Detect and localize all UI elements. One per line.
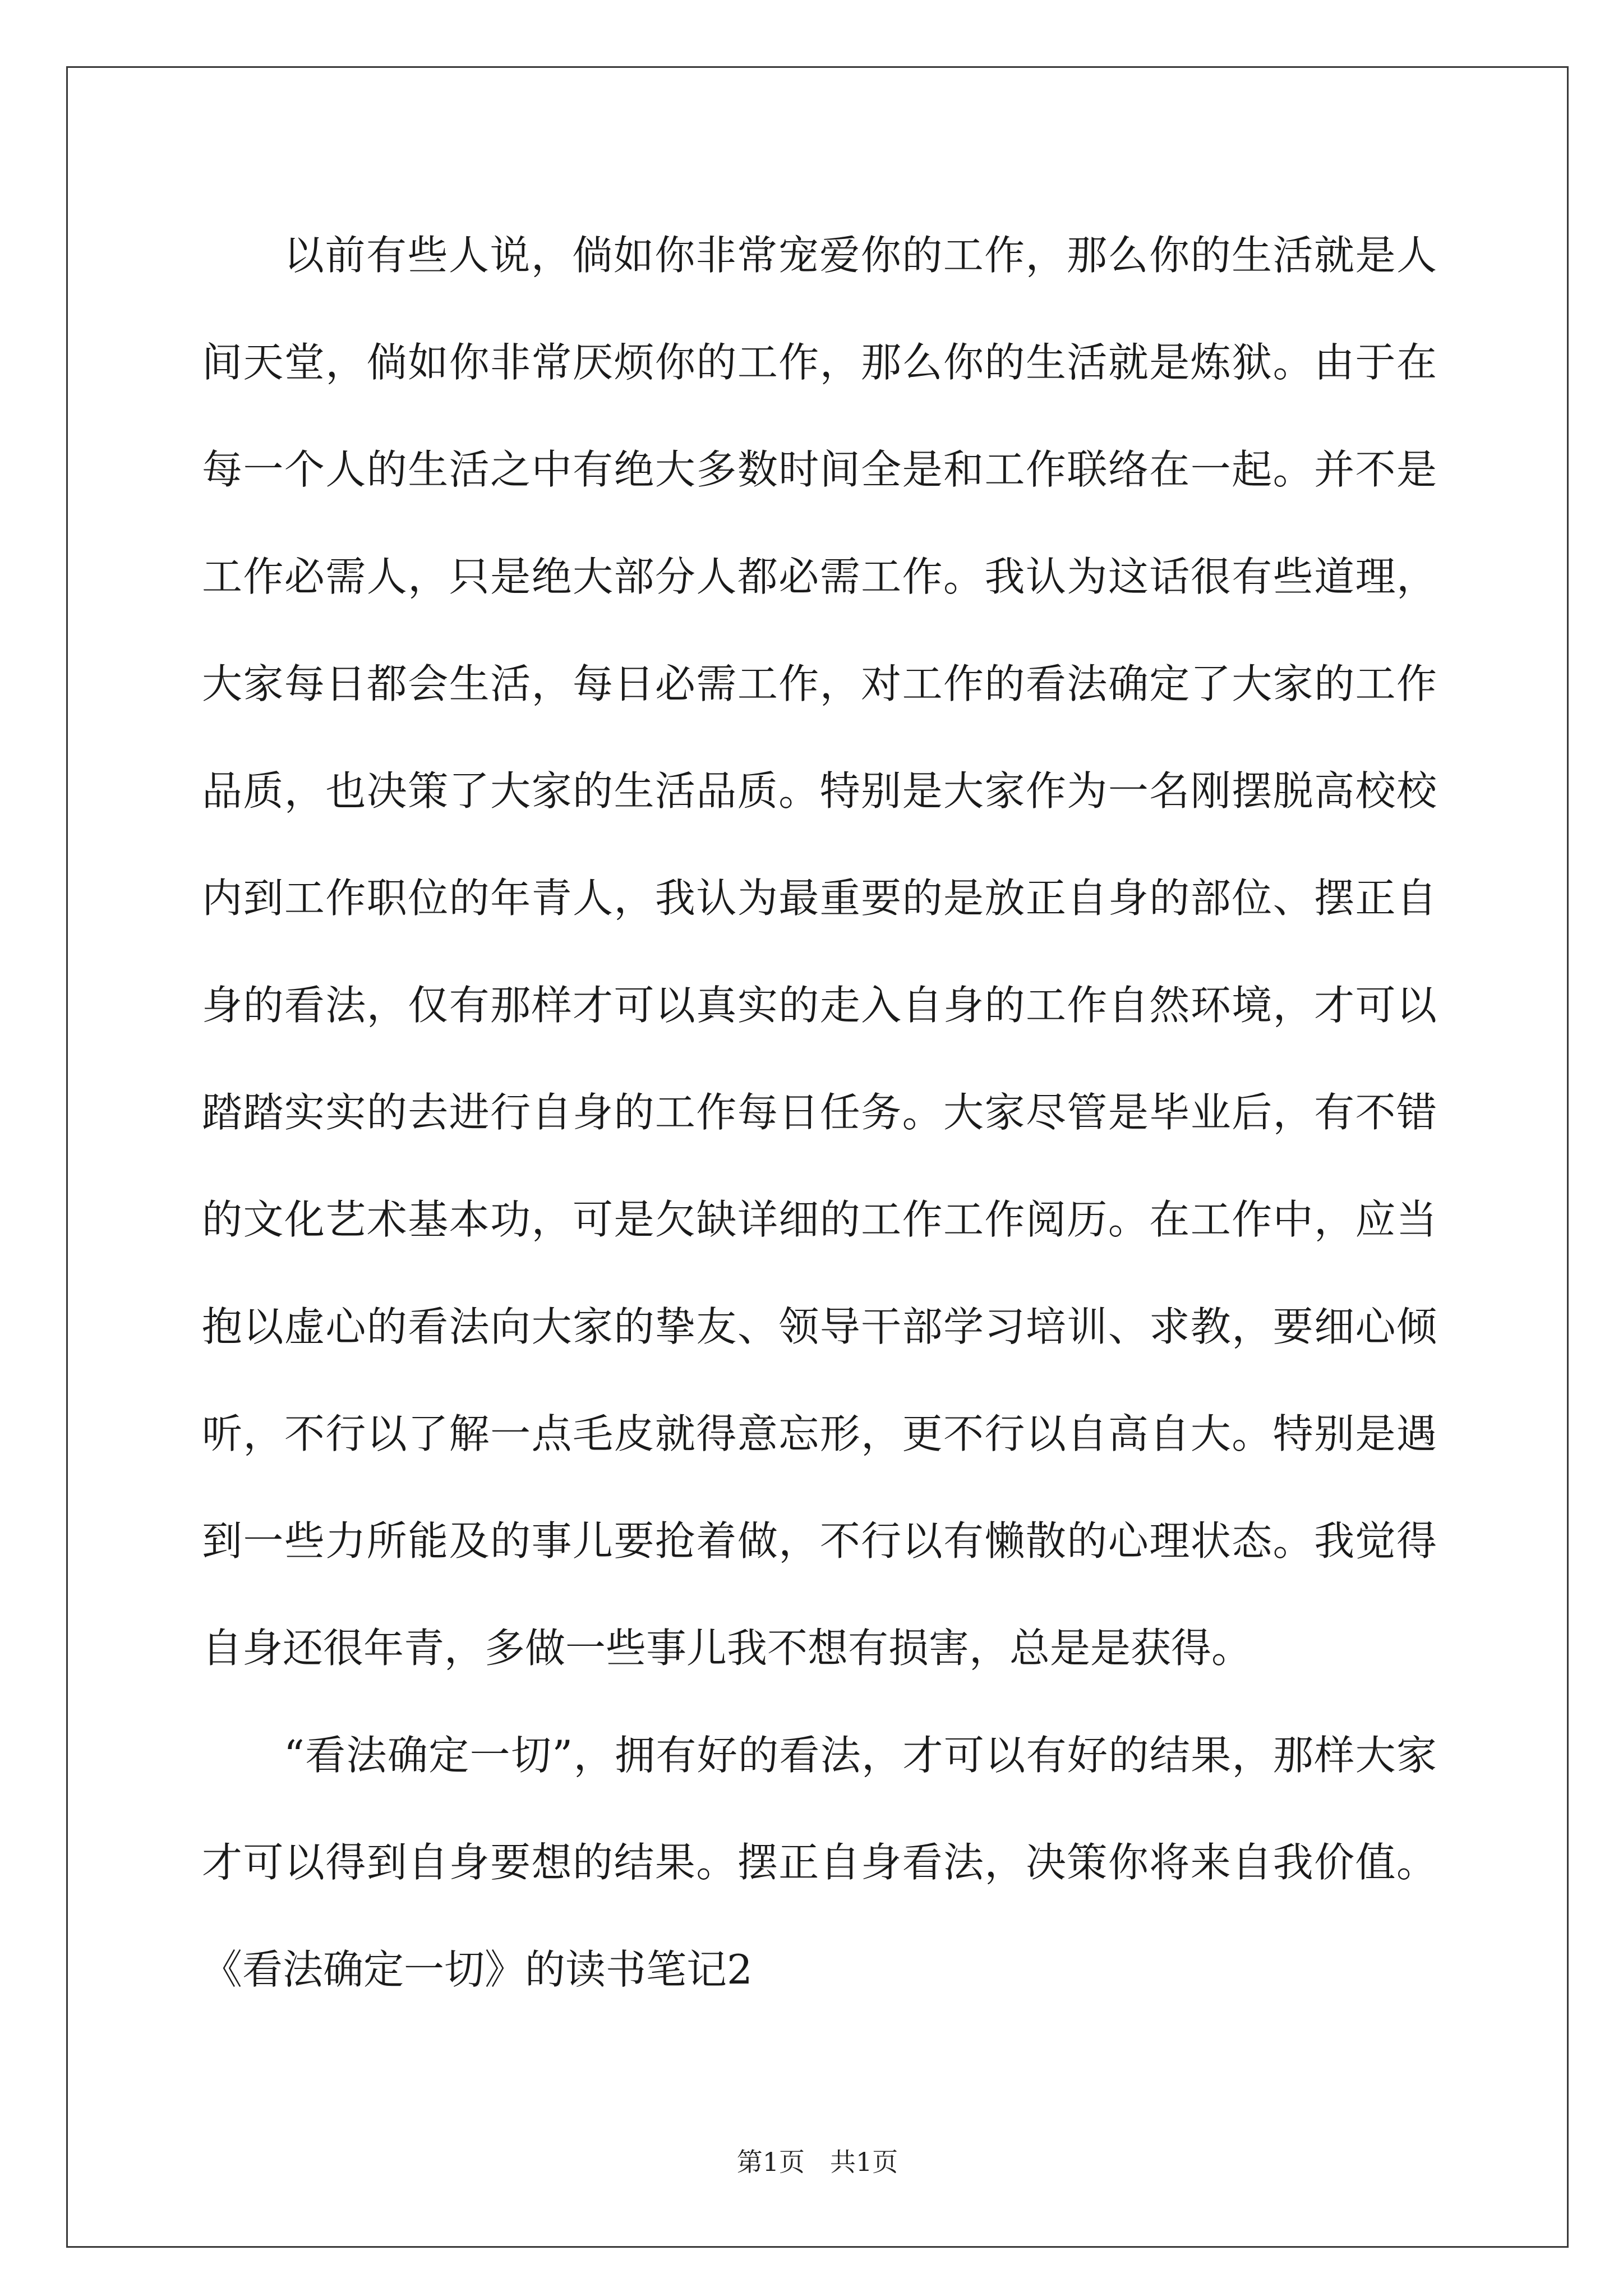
section-heading: 《看法确定一切》的读书笔记2 [202, 1946, 753, 1993]
paragraph [202, 1702, 1437, 1916]
body-line: 才可以得到自身要想的结果。摆正自身看法，决策你将来自我价值。 [202, 1839, 1437, 1886]
body-line: 抱以虚心的看法向大家的挚友、领导干部学习培训、求教，要细心倾 [202, 1303, 1437, 1350]
body-line: 到一些力所能及的事儿要抢着做，不行以有懒散的心理状态。我觉得 [202, 1517, 1437, 1565]
page-footer [66, 2145, 1569, 2179]
body-line: 内到工作职位的年青人，我认为最重要的是放正自身的部位、摆正自 [202, 875, 1437, 922]
document-body [202, 202, 1437, 2023]
page-total: 共1页 [830, 2147, 898, 2177]
body-line: 身的看法，仅有那样才可以真实的走入自身的工作自然环境，才可以 [202, 982, 1437, 1029]
body-line: 品质，也决策了大家的生活品质。特别是大家作为一名刚摆脱高校校 [202, 767, 1437, 815]
body-line: “看法确定一切”，拥有好的看法，才可以有好的结果，那样大家 [284, 1732, 1437, 1779]
body-line: 大家每日都会生活，每日必需工作，对工作的看法确定了大家的工作 [202, 660, 1437, 707]
body-line: 听，不行以了解一点毛皮就得意忘形，更不行以自高自大。特别是遇 [202, 1410, 1437, 1457]
page-number: 第1页 [736, 2147, 805, 2177]
body-line: 以前有些人说，倘如你非常宠爱你的工作，那么你的生活就是人 [284, 232, 1437, 279]
body-line: 自身还很年青，多做一些事儿我不想有损害，总是是获得。 [202, 1625, 1252, 1672]
paragraph [202, 202, 1437, 1702]
body-line: 间天堂，倘如你非常厌烦你的工作，那么你的生活就是炼狱。由于在 [202, 339, 1437, 386]
body-line: 工作必需人，只是绝大部分人都必需工作。我认为这话很有些道理， [202, 553, 1437, 600]
body-line: 踏踏实实的去进行自身的工作每日任务。大家尽管是毕业后，有不错 [202, 1089, 1437, 1136]
body-line: 每一个人的生活之中有绝大多数时间全是和工作联络在一起。并不是 [202, 446, 1437, 493]
body-line: 的文化艺术基本功，可是欠缺详细的工作工作阅历。在工作中，应当 [202, 1196, 1437, 1243]
